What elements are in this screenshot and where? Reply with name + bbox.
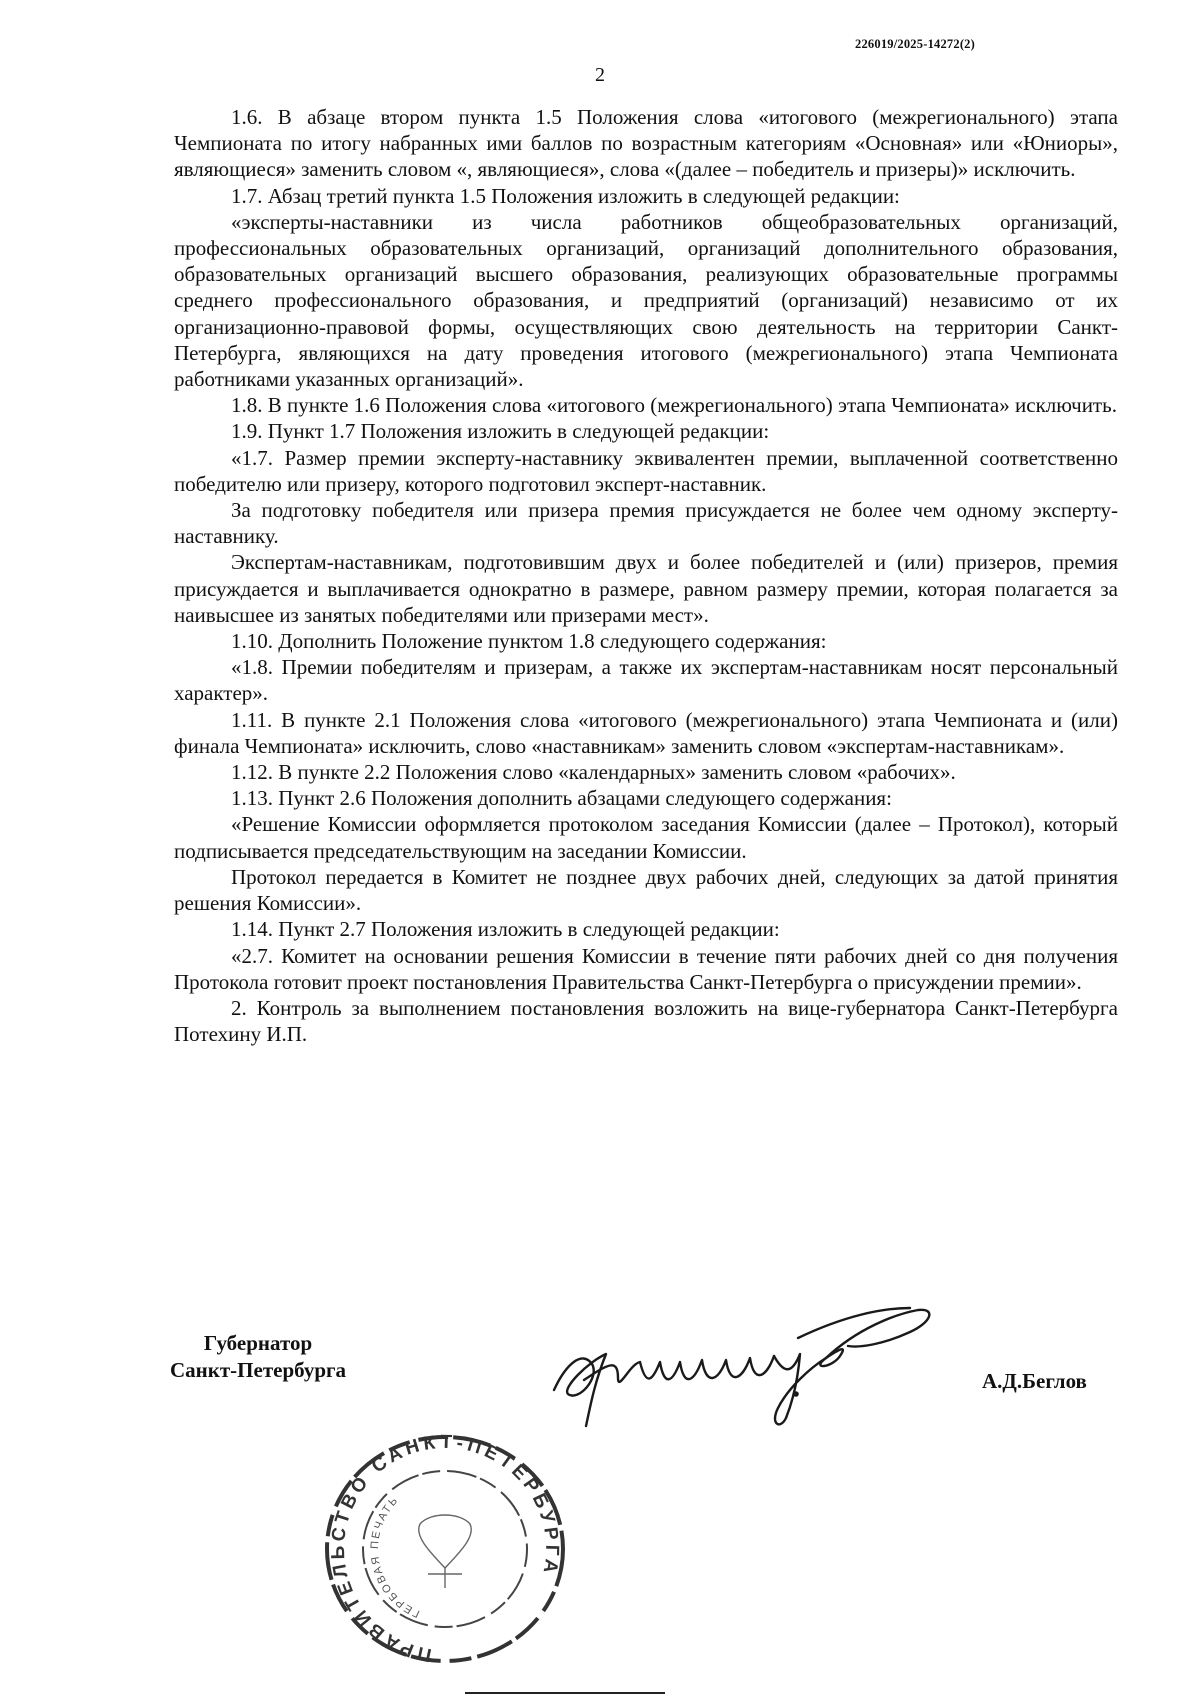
- signatory-position: [170, 1330, 346, 1384]
- page-number: 2: [595, 64, 605, 86]
- paragraph-1-6: 1.6. В абзаце втором пункта 1.5 Положения слова «итогового (межрегионального) этапа Чемпионата по итогу набранных ими баллов по возрастным категориям «Основная» или «Юниоры», являющиеся» заменить словом «, являющиеся», слова «(далее – победитель и призеры)» исключить.: [174, 105, 1118, 182]
- document-body: [174, 104, 1118, 1047]
- paragraph-2: 2. Контроль за выполнением постановления возложить на вице-губернатора Санкт-Петербурга Потехину И.П.: [174, 995, 1118, 1047]
- paragraph-1-9-quote-b: За подготовку победителя или призера премия присуждается не более чем одному эксперту-наставнику.: [174, 498, 1118, 549]
- paragraph-1-8: 1.8. В пункте 1.6 Положения слова «итогового (межрегионального) этапа Чемпионата» исключить.: [231, 393, 1117, 418]
- svg-text:ПРАВИТЕЛЬСТВО САНКТ-ПЕТЕРБУРГА: [328, 1432, 562, 1665]
- official-seal-stamp: [310, 1428, 580, 1673]
- paragraph-1-9-quote-a: «1.7. Размер премии эксперту-наставнику эквивалентен премии, выплаченной соответственно победителю или призеру, которого подготовил эксперт-наставник.: [174, 445, 1118, 496]
- document-registration-number: 226019/2025-14272(2): [855, 37, 975, 51]
- paragraph-1-14: 1.14. Пункт 2.7 Положения изложить в следующей редакции:: [231, 917, 780, 942]
- paragraph-1-12: 1.12. В пункте 2.2 Положения слово «календарных» заменить словом «рабочих».: [231, 760, 956, 785]
- paragraph-1-13-quote-a: «Решение Комиссии оформляется протоколом заседания Комиссии (далее – Протокол), который подписывается председательствующим на заседании Комиссии.: [174, 812, 1118, 863]
- stamp-outer-text: ПРАВИТЕЛЬСТВО САНКТ-ПЕТЕРБУРГА: [327, 1431, 563, 1666]
- paragraph-1-9-quote-c: Экспертам-наставникам, подготовившим двух и более победителей и (или) призеров, премия присуждается и выплачивается однократно в размере, равном размеру премии, которая полагается за наивысшее из занятых победителями или призерами мест».: [174, 550, 1118, 627]
- paragraph-1-7-quote: «эксперты-наставники из числа работников общеобразовательных организаций, профессиональных образовательных организаций, организаций дополнительного образования, образовательных организаций высшего образования, реализующих образовательные программы среднего профессионального образования, и предприятий (организаций) независимо от их организационно-правовой формы, осуществляющих свою деятельность на территории Санкт-Петербурга, являющихся на дату проведения итогового (межрегионального) этапа Чемпионата работниками указанных организаций».: [174, 209, 1118, 392]
- paragraph-1-11: 1.11. В пункте 2.1 Положения слова «итогового (межрегионального) этапа Чемпионата и (или) финала Чемпионата» исключить, слово «наставникам» заменить словом «экспертам-наставникам».: [174, 707, 1118, 758]
- signatory-position-line-1: Губернатор: [203, 1331, 313, 1355]
- paragraph-1-14-quote: «2.7. Комитет на основании решения Комиссии в течение пяти рабочих дней со дня получения Протокола готовит проект постановления Правительства Санкт-Петербурга о присуждении премии».: [174, 943, 1118, 994]
- handwritten-signature: [548, 1298, 938, 1433]
- signatory-position-line-2: Санкт-Петербурга: [170, 1358, 347, 1382]
- footer-divider: [465, 1692, 665, 1694]
- stamp-inner-text: ГЕРБОВАЯ ПЕЧАТЬ: [368, 1493, 422, 1620]
- svg-text:ГЕРБОВАЯ ПЕЧАТЬ: [369, 1494, 422, 1620]
- paragraph-1-13-quote-b: Протокол передается в Комитет не позднее двух рабочих дней, следующих за датой принятия решения Комиссии».: [174, 864, 1118, 916]
- paragraph-1-9: 1.9. Пункт 1.7 Положения изложить в следующей редакции:: [231, 419, 770, 444]
- paragraph-1-13: 1.13. Пункт 2.6 Положения дополнить абзацами следующего содержания:: [231, 786, 892, 811]
- paragraph-1-7: 1.7. Абзац третий пункта 1.5 Положения изложить в следующей редакции:: [231, 183, 900, 208]
- paragraph-1-10: 1.10. Дополнить Положение пунктом 1.8 следующего содержания:: [231, 629, 827, 654]
- signatory-name: А.Д.Беглов: [982, 1369, 1087, 1393]
- paragraph-1-10-quote: «1.8. Премии победителям и призерам, а также их экспертам-наставникам носят персональный характер».: [174, 655, 1118, 706]
